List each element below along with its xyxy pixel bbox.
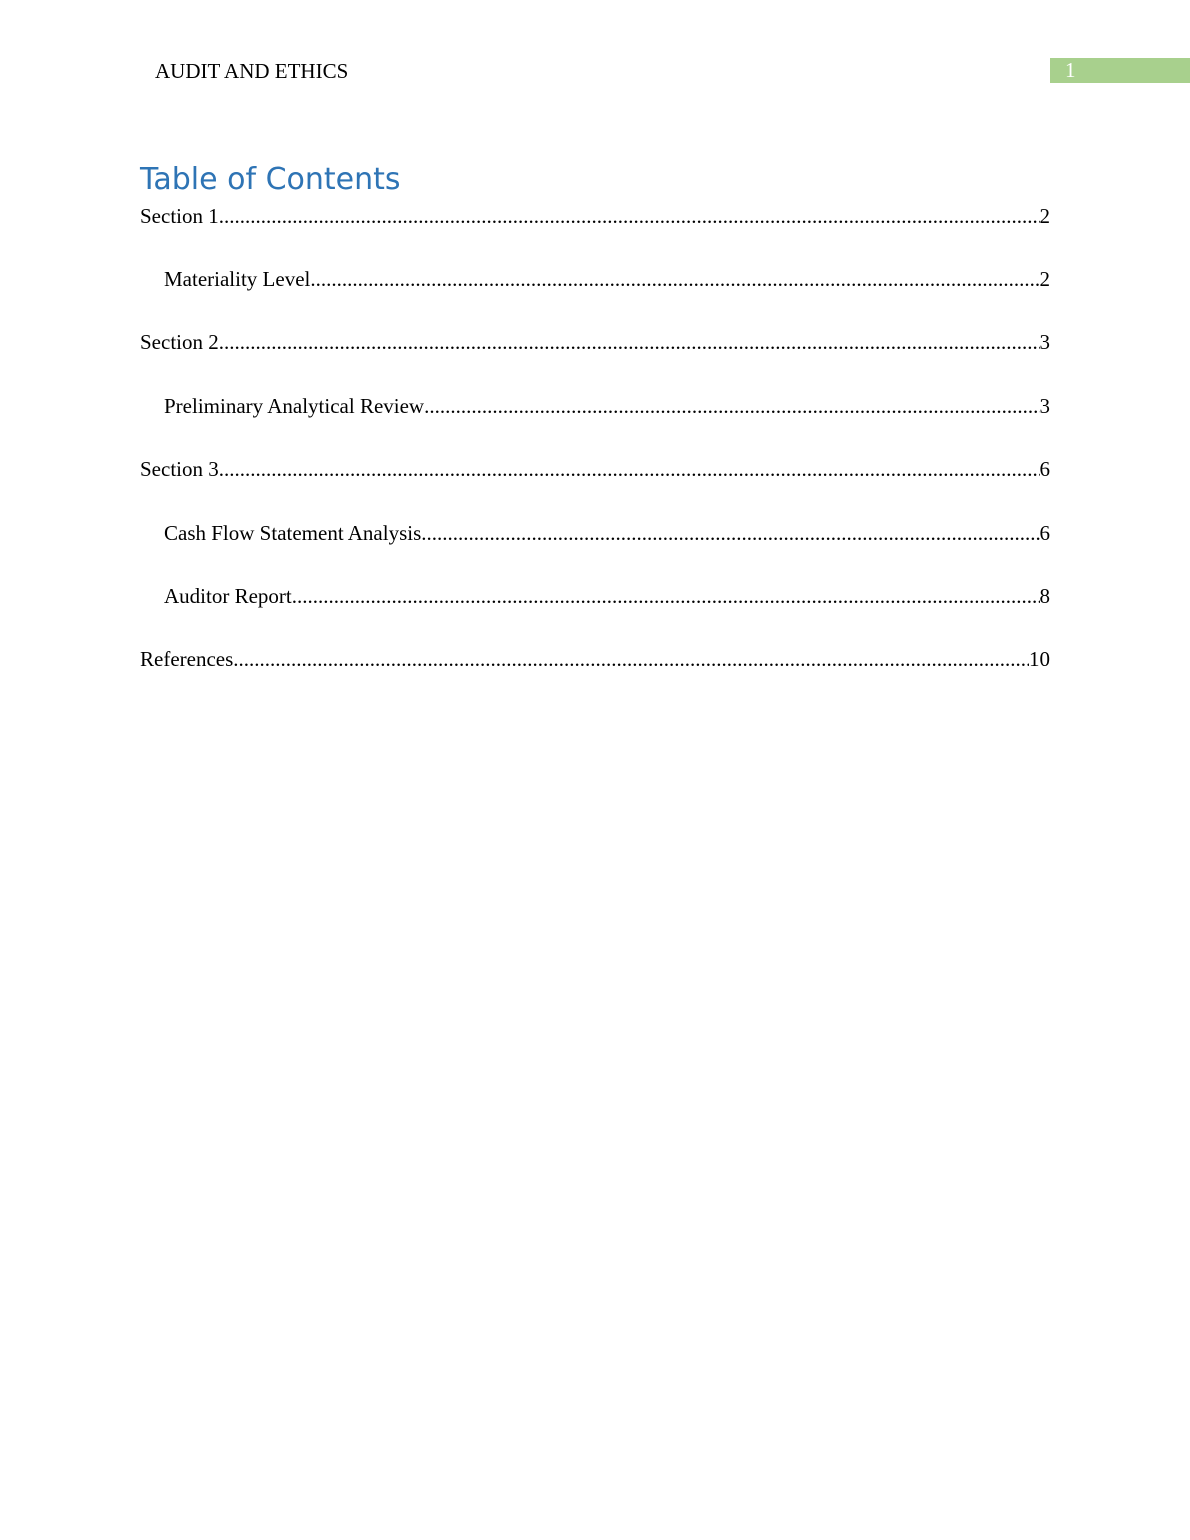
toc-entry-label: Section 2 — [140, 330, 219, 354]
toc-heading: Table of Contents — [140, 162, 401, 197]
toc-entry-materiality-level[interactable] — [164, 263, 1050, 295]
toc-entry-page: 10 — [1029, 647, 1050, 671]
toc-entry-label: Preliminary Analytical Review — [164, 394, 425, 418]
toc-dot-leader — [233, 643, 1029, 675]
toc-dot-leader — [421, 517, 1039, 549]
toc-entry-cash-flow-statement-analysis[interactable] — [164, 517, 1050, 549]
toc-dot-leader — [219, 326, 1040, 358]
toc-entry-page: 6 — [1039, 521, 1050, 545]
toc-entry-section-3[interactable] — [140, 453, 1050, 485]
toc-entry-section-2[interactable] — [140, 326, 1050, 358]
toc-entry-page: 2 — [1039, 204, 1050, 228]
toc-dot-leader — [310, 263, 1039, 295]
toc-entry-page: 2 — [1039, 267, 1050, 291]
toc-entry-label: Cash Flow Statement Analysis — [164, 521, 422, 545]
toc-dot-leader — [424, 390, 1039, 422]
toc-entry-label: References — [140, 647, 234, 671]
toc-entry-page: 3 — [1039, 394, 1050, 418]
toc-entry-page: 8 — [1039, 584, 1050, 608]
toc-dot-leader — [219, 200, 1040, 232]
page-number-bar — [1050, 58, 1190, 83]
toc-entry-label: Materiality Level — [164, 267, 311, 291]
toc-entry-references[interactable] — [140, 643, 1050, 675]
toc-dot-leader — [292, 580, 1040, 612]
toc-entry-preliminary-analytical-review[interactable] — [164, 390, 1050, 422]
running-header: AUDIT AND ETHICS — [155, 59, 349, 83]
toc-entry-section-1[interactable] — [140, 200, 1050, 232]
toc-entry-page: 3 — [1039, 330, 1050, 354]
toc-dot-leader — [219, 453, 1040, 485]
toc-entry-auditor-report[interactable] — [164, 580, 1050, 612]
toc-entry-label: Section 1 — [140, 204, 219, 228]
page-number: 1 — [1065, 58, 1076, 82]
toc-entry-label: Auditor Report — [164, 584, 292, 608]
toc-entry-page: 6 — [1039, 457, 1050, 481]
toc-entry-label: Section 3 — [140, 457, 219, 481]
